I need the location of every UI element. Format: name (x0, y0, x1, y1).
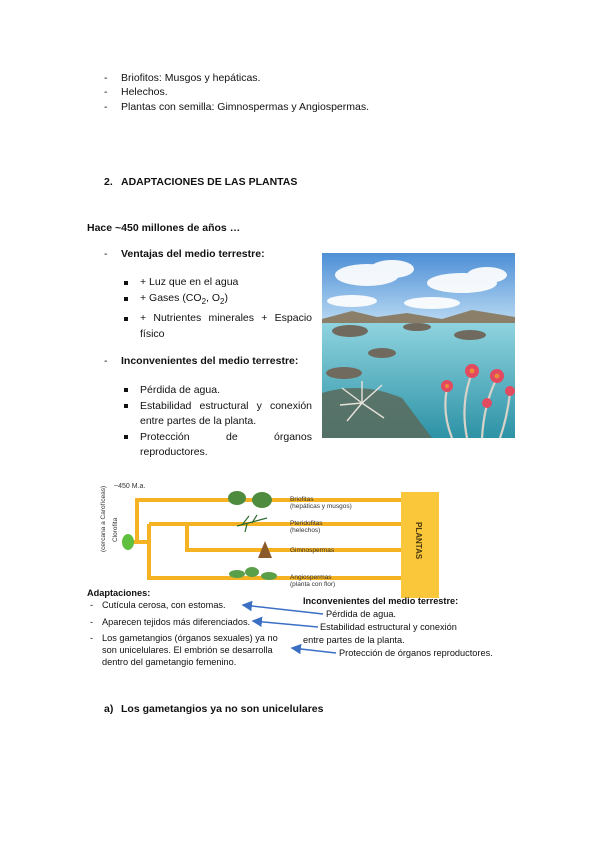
ventaja-nutrientes-line1: + Nutrientes minerales + Espacio (140, 312, 312, 324)
inconveniente-estabilidad-line2: entre partes de la planta. (140, 415, 257, 427)
ventaja-luz: + Luz que en el agua (140, 276, 239, 288)
group-detail: (helechos) (290, 527, 321, 534)
list-dash: - (104, 101, 108, 113)
bullet-square (124, 317, 128, 321)
primitive-landscape-illustration (322, 253, 515, 438)
plantas-label: PLANTAS (414, 522, 423, 560)
hace-heading: Hace ~450 millones de años … (87, 222, 241, 234)
inconveniente-proteccion-line1: Protección de órganos (140, 431, 312, 443)
subsection-title: Los gametangios ya no son unicelulares (121, 703, 324, 715)
figure-inconv-estabilidad-2: entre partes de la planta. (303, 635, 405, 645)
ancestor-label: (cercana a Carofíceas) (100, 485, 107, 552)
gases-prefix: + Gases (CO (140, 292, 202, 304)
phylogeny-branches (130, 500, 401, 578)
arrow-estabilidad (253, 621, 318, 627)
section-title: ADAPTACIONES DE LAS PLANTAS (121, 176, 298, 188)
plant-sketches (228, 491, 277, 580)
bullet-square (124, 404, 128, 408)
figure-inconvenientes-heading: Inconvenientes del medio terrestre: (303, 596, 459, 606)
adaptacion-tejidos: Aparecen tejidos más diferenciados. (102, 617, 251, 627)
ventajas-heading: Ventajas del medio terrestre: (121, 248, 265, 260)
subsection-letter: a) (104, 703, 114, 715)
group-name: Pteridofitas (290, 520, 323, 527)
group-name: Briofitas (290, 496, 314, 503)
inconvenientes-heading: Inconvenientes del medio terrestre: (121, 355, 299, 367)
bullet-square (124, 281, 128, 285)
group-detail: (hepáticas y musgos) (290, 503, 352, 510)
adaptacion-gametangios-2: son unicelulares. El embrión se desarrolla (102, 645, 273, 655)
adaptacion-gametangios-3: dentro del gametangio femenino. (102, 657, 237, 667)
inconveniente-perdida: Pérdida de agua. (140, 384, 220, 396)
list-item-helechos: Helechos. (121, 86, 168, 98)
group-name: Gimnospermas (290, 547, 335, 554)
figure-inconv-estabilidad-1: Estabilidad estructural y conexión (320, 622, 457, 632)
list-dash: - (90, 617, 94, 627)
section-number: 2. (104, 176, 113, 188)
group-detail: (planta con flor) (290, 581, 336, 588)
list-dash: - (104, 86, 108, 98)
gases-subscript: 2 (220, 297, 225, 306)
group-name: Angiospermas (290, 574, 332, 581)
list-dash: - (104, 248, 108, 260)
list-dash: - (104, 355, 108, 367)
ancestor-name: Clorofita (112, 517, 119, 542)
list-item-briofitos: Briofitos: Musgos y hepáticas. (121, 72, 261, 84)
ancestor-node (122, 534, 134, 550)
list-item-semilla: Plantas con semilla: Gimnospermas y Angiospermas. (121, 101, 370, 113)
figure-inconv-proteccion: Protección de órganos reproductores. (339, 648, 493, 658)
adaptaciones-heading: Adaptaciones: (87, 588, 151, 598)
bullet-square (124, 297, 128, 301)
figure-inconv-perdida: Pérdida de agua. (326, 609, 396, 619)
list-dash: - (90, 600, 94, 610)
gases-subscript: 2 (201, 297, 207, 306)
inconveniente-estabilidad-line1: Estabilidad estructural y conexión (140, 400, 312, 412)
inconveniente-proteccion-line2: reproductores. (140, 446, 208, 458)
age-label: ~450 M.a. (114, 483, 146, 490)
ventaja-gases (140, 292, 228, 308)
bullet-square (124, 435, 128, 439)
list-dash: - (104, 72, 108, 84)
bullet-square (124, 388, 128, 392)
list-dash: - (90, 633, 94, 643)
gases-suffix: ) (224, 292, 228, 304)
gases-mid: , O (206, 292, 221, 304)
arrow-proteccion (292, 648, 336, 653)
adaptacion-cuticula: Cutícula cerosa, con estomas. (102, 600, 226, 610)
ventaja-nutrientes-line2: físico (140, 328, 165, 340)
adaptacion-gametangios-1: Los gametangios (órganos sexuales) ya no (102, 633, 278, 643)
